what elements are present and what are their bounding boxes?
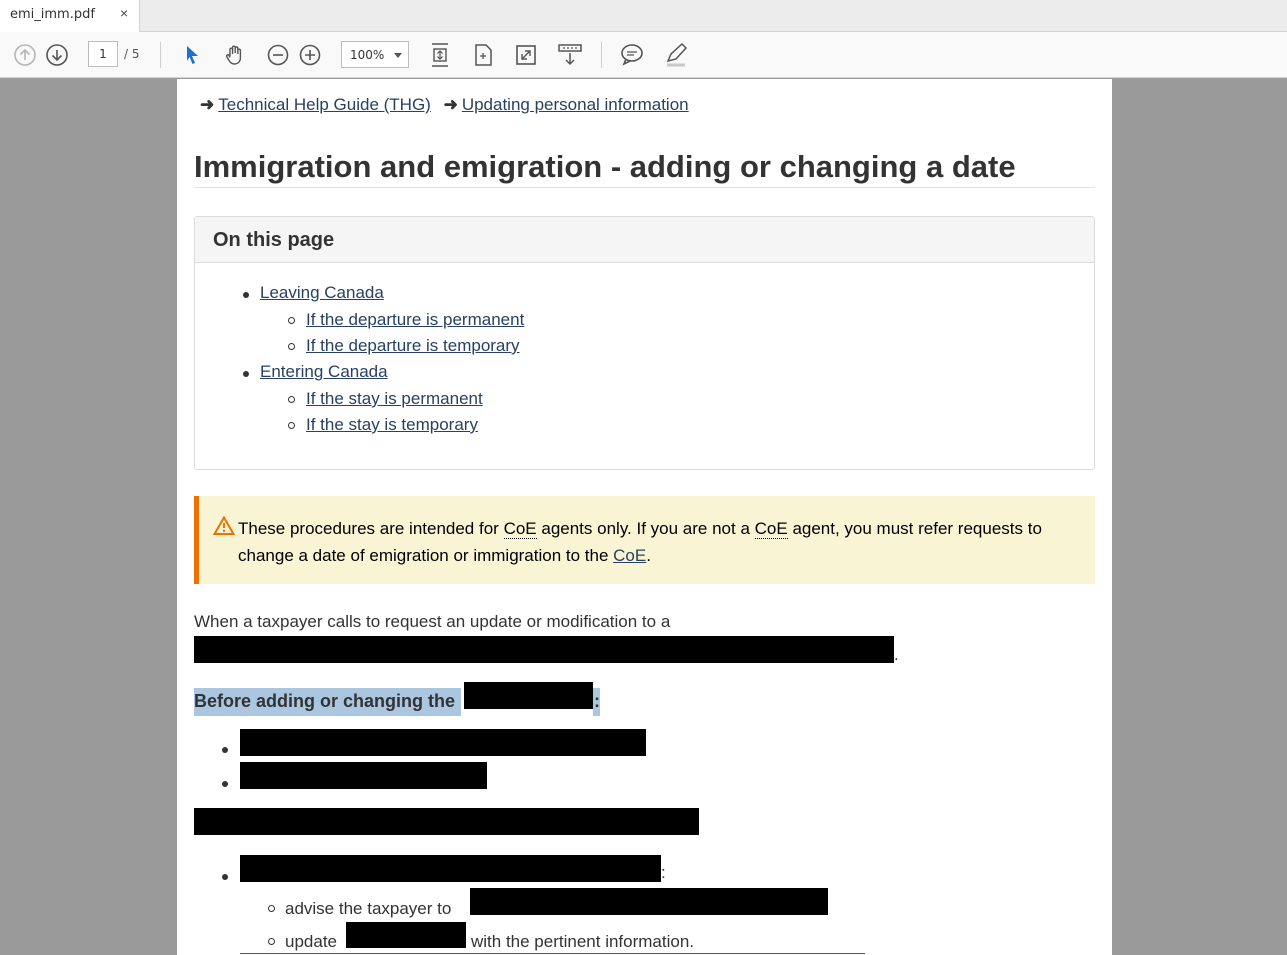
chevron-down-icon	[394, 53, 402, 58]
bottom-rule	[240, 953, 865, 954]
warning-alert	[194, 496, 1095, 584]
title-divider	[194, 187, 1095, 188]
redacted-block	[194, 636, 894, 663]
bullet	[288, 396, 295, 403]
document-tab[interactable]	[0, 0, 140, 32]
alert-text-part: agents only. If you are not a	[536, 519, 755, 538]
coe-abbr: CoE	[503, 519, 537, 538]
sub-item-advise: advise the taxpayer to	[285, 899, 452, 918]
next-page-icon[interactable]	[43, 41, 71, 69]
redacted-block	[240, 762, 487, 789]
zoom-in-icon[interactable]	[296, 41, 324, 69]
sub-item-update: update	[285, 932, 337, 951]
subheading: Before adding or changing the	[194, 691, 456, 711]
toolbar-divider	[160, 42, 161, 68]
coe-abbr: CoE	[754, 519, 788, 538]
toc-link-stay-temporary[interactable]: If the stay is temporary	[306, 415, 478, 434]
tab-title: emi_imm.pdf	[10, 7, 95, 22]
alert-text-part: agent, you must refer requests to change a date of emigration or immigration to the	[238, 519, 1042, 565]
zoom-value: 100%	[350, 48, 385, 62]
period: .	[894, 645, 899, 664]
colon: :	[661, 863, 666, 882]
redacted-block	[470, 888, 828, 915]
bullet	[243, 371, 249, 377]
bullet	[222, 781, 228, 787]
redacted-block	[240, 855, 661, 882]
arrow-right-icon: ➜	[200, 95, 215, 114]
highlight-pen-icon[interactable]	[662, 41, 690, 69]
intro-paragraph: When a taxpayer calls to request an update or modification to a	[194, 612, 671, 631]
breadcrumb	[200, 95, 689, 115]
fit-page-icon[interactable]	[512, 41, 540, 69]
alert-text-part: These procedures are intended for	[238, 519, 504, 538]
bullet	[222, 874, 228, 880]
zoom-select[interactable]	[341, 41, 409, 68]
toc-heading: On this page	[195, 217, 1094, 263]
page-title: Immigration and emigration - adding or changing a date	[194, 149, 1016, 184]
prev-page-icon[interactable]	[11, 41, 39, 69]
page-total: / 5	[124, 47, 140, 61]
on-this-page-panel	[194, 216, 1095, 470]
toc-link-departure-permanent[interactable]: If the departure is permanent	[306, 310, 525, 329]
breadcrumb-link-personal-info[interactable]: Updating personal information	[461, 95, 689, 114]
pdf-page	[177, 79, 1112, 955]
bullet	[288, 422, 295, 429]
coe-link[interactable]: CoE	[613, 546, 647, 565]
alert-text	[238, 515, 1078, 569]
select-pointer-icon[interactable]	[178, 41, 206, 69]
toolbar-divider	[601, 42, 602, 68]
arrow-right-icon: ➜	[443, 95, 458, 114]
bullet	[268, 938, 275, 945]
download-icon[interactable]	[556, 41, 584, 69]
tab-close-icon[interactable]: ×	[120, 5, 129, 21]
redacted-block	[194, 808, 699, 835]
tab-bar	[0, 0, 1287, 32]
sub-item-update-rest: with the pertinent information.	[471, 932, 695, 951]
bullet	[268, 905, 275, 912]
bullet	[288, 343, 295, 350]
comment-icon[interactable]	[618, 41, 646, 69]
actual-size-icon[interactable]	[469, 41, 497, 69]
subheading-colon: :	[594, 691, 600, 711]
toc-link-departure-temporary[interactable]: If the departure is temporary	[306, 336, 520, 355]
redacted-block	[346, 922, 466, 948]
redacted-block	[240, 729, 646, 756]
page-number-input[interactable]: 1	[88, 41, 118, 67]
fit-height-icon[interactable]	[426, 41, 454, 69]
alert-text-part: .	[646, 546, 651, 565]
redacted-block	[464, 682, 593, 709]
pdf-toolbar	[0, 32, 1287, 78]
zoom-out-icon[interactable]	[264, 41, 292, 69]
toc-link-leaving-canada[interactable]: Leaving Canada	[260, 283, 384, 302]
hand-tool-icon[interactable]	[221, 41, 249, 69]
bullet	[222, 747, 228, 753]
warning-icon	[213, 516, 235, 540]
toc-link-entering-canada[interactable]: Entering Canada	[260, 362, 388, 381]
breadcrumb-link-thg[interactable]: Technical Help Guide (THG)	[218, 95, 431, 114]
bullet	[288, 317, 295, 324]
bullet	[243, 292, 249, 298]
toc-link-stay-permanent[interactable]: If the stay is permanent	[306, 389, 483, 408]
